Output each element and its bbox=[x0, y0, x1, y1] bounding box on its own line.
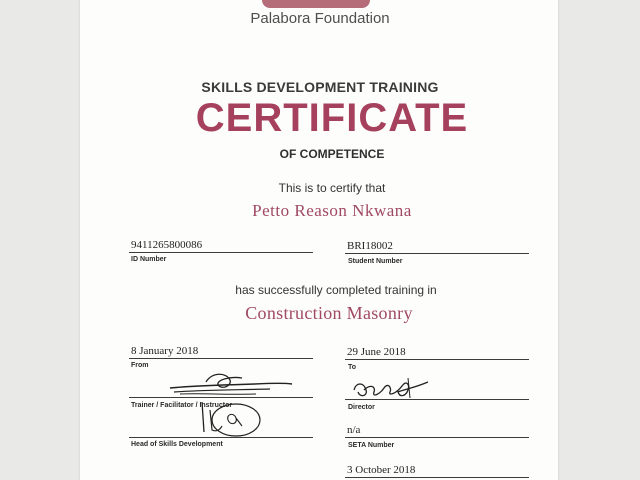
scan-margin-left bbox=[0, 0, 80, 480]
to-date-value: 29 June 2018 bbox=[347, 346, 406, 358]
issue-date-value: 3 October 2018 bbox=[347, 464, 416, 476]
head-line bbox=[129, 437, 313, 438]
recipient-name: Petto Reason Nkwana bbox=[252, 201, 412, 220]
seta-number-line bbox=[345, 437, 529, 438]
id-number-value: 9411265800086 bbox=[131, 239, 203, 251]
trainer-label: Trainer / Facilitator / Instructor bbox=[131, 402, 233, 409]
seta-number-label: SETA Number bbox=[348, 442, 395, 449]
organization-name: Palabora Foundation bbox=[250, 10, 390, 27]
director-line bbox=[345, 399, 529, 400]
seta-number-value: n/a bbox=[347, 424, 361, 436]
from-date-label: From bbox=[131, 362, 149, 369]
from-date-line bbox=[129, 358, 313, 359]
head-label: Head of Skills Development bbox=[131, 441, 223, 448]
to-date-line bbox=[345, 359, 529, 360]
scan-margin-right bbox=[558, 0, 640, 480]
to-date-label: To bbox=[348, 364, 357, 371]
certificate-title: CERTIFICATE bbox=[195, 96, 469, 140]
student-number-label: Student Number bbox=[348, 258, 403, 265]
from-date-value: 8 January 2018 bbox=[131, 345, 199, 357]
certificate-kicker: SKILLS DEVELOPMENT TRAINING bbox=[201, 79, 439, 95]
certificate-subtitle: OF COMPETENCE bbox=[279, 147, 385, 161]
id-number-label: ID Number bbox=[131, 256, 167, 263]
student-number-line bbox=[345, 253, 529, 254]
logo-mark bbox=[262, 0, 370, 8]
certify-intro: This is to certify that bbox=[278, 181, 386, 195]
director-label: Director bbox=[348, 404, 375, 411]
student-number-value: BRI18002 bbox=[347, 240, 393, 252]
issue-date-line bbox=[345, 477, 529, 478]
id-number-line bbox=[129, 252, 313, 253]
head-signature bbox=[196, 398, 264, 440]
completed-text: has successfully completed training in bbox=[235, 283, 437, 297]
course-name: Construction Masonry bbox=[245, 303, 413, 323]
